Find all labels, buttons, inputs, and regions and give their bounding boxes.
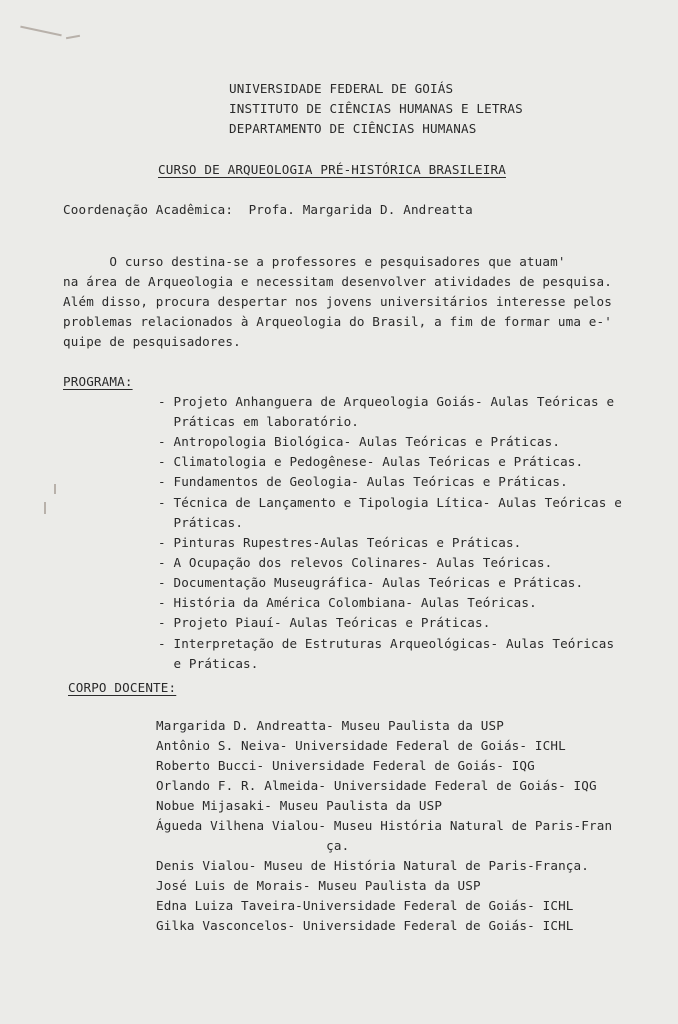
- paper-mark: [66, 35, 80, 39]
- faculty-item: Margarida D. Andreatta- Museu Paulista da USP: [156, 718, 504, 733]
- header-university: UNIVERSIDADE FEDERAL DE GOIÁS: [229, 81, 454, 96]
- paper-mark: [54, 484, 56, 494]
- program-item: - Climatologia e Pedogênese- Aulas Teóricas e Práticas.: [158, 454, 584, 469]
- intro-line: Além disso, procura despertar nos jovens universitários interesse pelos: [63, 294, 612, 309]
- course-title: CURSO DE ARQUEOLOGIA PRÉ-HISTÓRICA BRASILEIRA: [158, 162, 506, 177]
- faculty-item: Gilka Vasconcelos- Universidade Federal de Goiás- ICHL: [156, 918, 574, 933]
- faculty-heading: CORPO DOCENTE:: [68, 680, 177, 695]
- intro-line: quipe de pesquisadores.: [63, 334, 241, 349]
- program-item: - História da América Colombiana- Aulas Teóricas.: [158, 595, 537, 610]
- program-item: - Interpretação de Estruturas Arqueológicas- Aulas Teóricas: [158, 636, 615, 651]
- program-item: - Fundamentos de Geologia- Aulas Teóricas e Práticas.: [158, 474, 568, 489]
- program-item: - Antropologia Biológica- Aulas Teóricas e Práticas.: [158, 434, 561, 449]
- program-item: - A Ocupação dos relevos Colinares- Aulas Teóricas.: [158, 555, 553, 570]
- intro-line: O curso destina-se a professores e pesquisadores que atuam': [63, 254, 566, 269]
- header-institute: INSTITUTO DE CIÊNCIAS HUMANAS E LETRAS: [229, 101, 523, 116]
- header-department: DEPARTAMENTO DE CIÊNCIAS HUMANAS: [229, 121, 477, 136]
- faculty-item: Nobue Mijasaki- Museu Paulista da USP: [156, 798, 443, 813]
- coordination-line: Coordenação Acadêmica: Profa. Margarida D. Andreatta: [63, 202, 473, 217]
- program-item: - Técnica de Lançamento e Tipologia Lítica- Aulas Teóricas e: [158, 495, 622, 510]
- program-item: Práticas.: [158, 515, 244, 530]
- faculty-item: Denis Vialou- Museu de História Natural de Paris-França.: [156, 858, 589, 873]
- intro-line: problemas relacionados à Arqueologia do Brasil, a fim de formar uma e-': [63, 314, 612, 329]
- program-item: - Documentação Museugráfica- Aulas Teóricas e Práticas.: [158, 575, 584, 590]
- program-heading: PROGRAMA:: [63, 374, 133, 389]
- program-item: - Projeto Anhanguera de Arqueologia Goiás- Aulas Teóricas e: [158, 394, 615, 409]
- paper-mark: [20, 26, 61, 37]
- faculty-item: Antônio S. Neiva- Universidade Federal de Goiás- ICHL: [156, 738, 566, 753]
- program-item: - Projeto Piauí- Aulas Teóricas e Práticas.: [158, 615, 491, 630]
- faculty-item: ça.: [156, 838, 350, 853]
- paper-mark: [44, 502, 46, 514]
- faculty-item: Edna Luiza Taveira-Universidade Federal de Goiás- ICHL: [156, 898, 574, 913]
- faculty-item: Roberto Bucci- Universidade Federal de Goiás- IQG: [156, 758, 535, 773]
- program-item: Práticas em laboratório.: [158, 414, 360, 429]
- faculty-item: José Luis de Morais- Museu Paulista da USP: [156, 878, 481, 893]
- program-item: - Pinturas Rupestres-Aulas Teóricas e Práticas.: [158, 535, 522, 550]
- program-item: e Práticas.: [158, 656, 259, 671]
- faculty-item: Águeda Vilhena Vialou- Museu História Natural de Paris-Fran: [156, 818, 613, 833]
- intro-line: na área de Arqueologia e necessitam desenvolver atividades de pesquisa.: [63, 274, 612, 289]
- faculty-item: Orlando F. R. Almeida- Universidade Federal de Goiás- IQG: [156, 778, 597, 793]
